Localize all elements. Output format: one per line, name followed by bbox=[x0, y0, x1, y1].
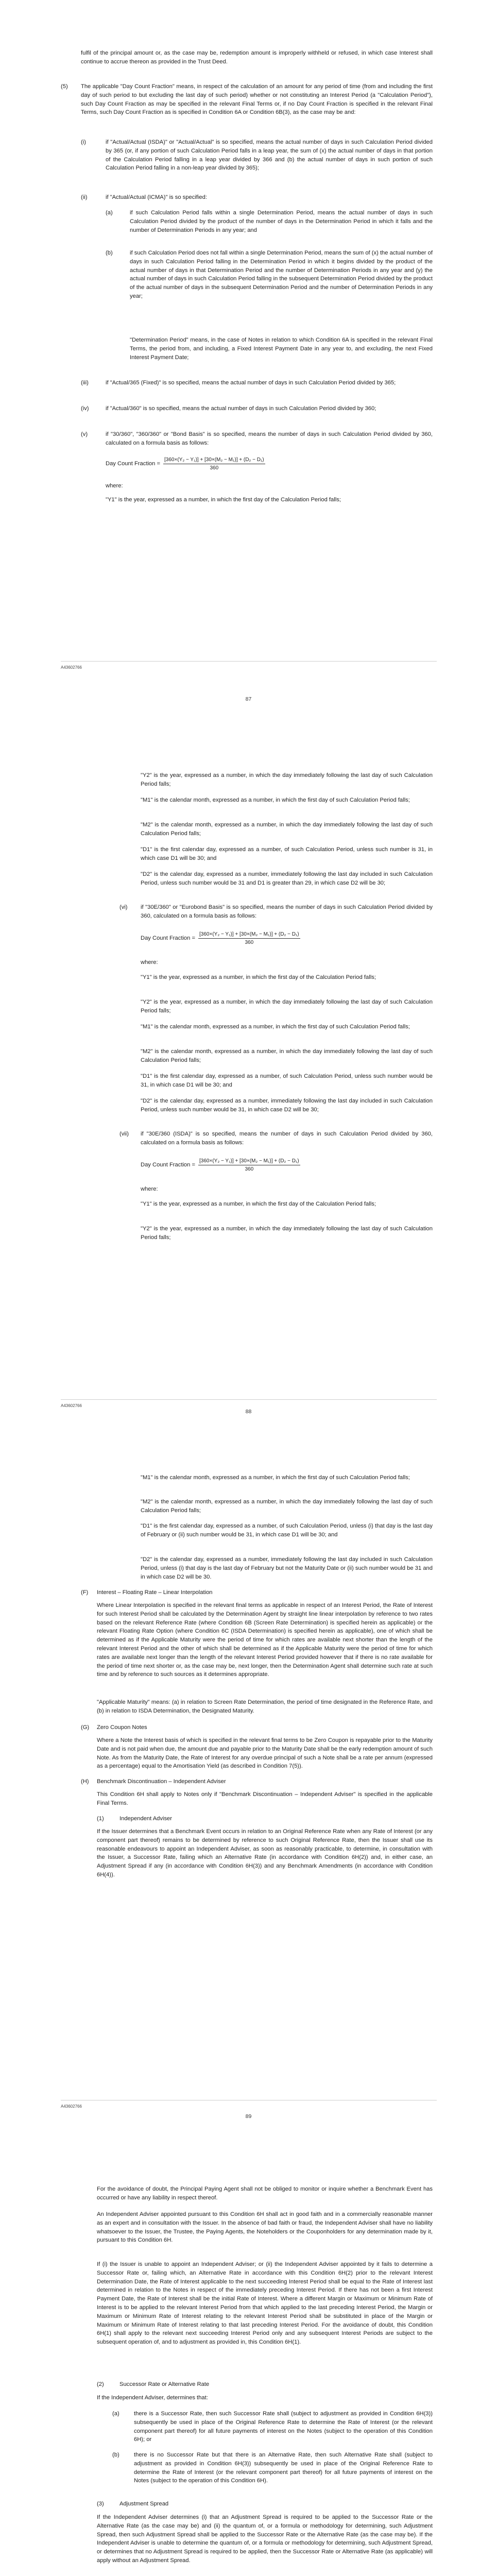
formula-denominator: 360 bbox=[245, 1166, 254, 1172]
section-heading: Successor Rate or Alternative Rate bbox=[119, 2381, 210, 2387]
paragraph: if "Actual/360" is so specified, means the actual number of days in such Calculation Period divided by 360; bbox=[106, 405, 376, 412]
clause-label: (b) bbox=[106, 250, 113, 256]
page-number: 88 bbox=[245, 1409, 252, 1415]
paragraph: Where a Note the Interest basis of which is specified in the relevant final terms to be Zero Coupon is repayable prior to the Maturity Date and is not paid when due, the amount due and payable prior to the Maturity Date shall be the early redemption amount of such Note. As from the Maturity Date, the Rate of Interest for any overdue principal of such a Note shall be a rate per annum (expressed as a percentage) equal to the Amortisation Yield (as described in Condition 7(5)). bbox=[97, 1737, 433, 1770]
clause-label: (a) bbox=[106, 210, 113, 216]
clause-label: (vi) bbox=[119, 904, 128, 910]
paragraph: "D2" is the calendar day, expressed as a number, immediately following the last day included in such Calculation Period, unless (i) that day is the last day of February but not the Maturity Date or (ii) such number would be 31 and in which case D2 will be 30. bbox=[141, 1556, 433, 1580]
formula bbox=[106, 456, 265, 472]
formula bbox=[141, 1157, 300, 1173]
paragraph: "Applicable Maturity" means: (a) in relation to Screen Rate Determination, the period of time designated in the Reference Rate, and (b) in relation to ISDA Determination, the Designated Maturity. bbox=[97, 1699, 433, 1714]
paragraph: If the Independent Adviser determines (i) that an Adjustment Spread is required to be applied to the Successor Rate or the Alternative Rate (as the case may be) and (ii) the quantum of, or a formula or methodology for determining, such Adjustment Spread, then such Adjustment Spread shall be applied to the Successor Rate or the Alternative Rate (as the case may be). If the Independent Adviser is unable to determine the quantum of, or a formula or methodology for determining, such Adjustment Spread, or determines that no Adjustment Spread is required to be applied, then the Successor Rate or Alternative Rate (as applicable) will apply without an Adjustment Spread. bbox=[97, 2514, 433, 2564]
clause-label: (iv) bbox=[81, 405, 89, 412]
formula-label: Day Count Fraction = bbox=[106, 461, 161, 467]
paragraph: "Y1" is the year, expressed as a number, in which the first day of the Calculation Period falls; bbox=[141, 974, 376, 980]
formula-label: Day Count Fraction = bbox=[141, 935, 196, 942]
paragraph: This Condition 6H shall apply to Notes only if "Benchmark Discontinuation – Independent Adviser" is specified in the applicable Final Terms. bbox=[97, 1791, 433, 1806]
clause-label: (3) bbox=[97, 2501, 104, 2507]
paragraph: "Y1" is the year, expressed as a number, in which the first day of the Calculation Period falls; bbox=[141, 1201, 376, 1207]
paragraph: where: bbox=[141, 959, 158, 965]
doc-reference: A43602766 bbox=[61, 1403, 82, 1408]
paragraph: if "30E/360 (ISDA)" is so specified, means the number of days in such Calculation Period divided by 360, calculated on a formula basis as follows: bbox=[141, 1131, 433, 1146]
formula-numerator: [360×(Y₂ − Y₁)] + [30×(M₂ − M₁)] + (D₂ − D₁) bbox=[198, 1157, 300, 1165]
clause-label: (F) bbox=[81, 1589, 89, 1596]
section-heading: Benchmark Discontinuation – Independent Adviser bbox=[97, 1778, 226, 1785]
paragraph: "D2" is the calendar day, expressed as a number, immediately following the last day included in such Calculation Period, unless such number would be 31 and D1 is greater than 29, in which case D2 will be 30; bbox=[141, 871, 433, 886]
paragraph: "D1" is the first calendar day, expressed as a number, of such Calculation Period, unless such number would be 31, in which case D1 will be 30; and bbox=[141, 1073, 433, 1088]
paragraph: Where Linear Interpolation is specified in the relevant final terms as applicable in respect of an Interest Period, the Rate of Interest for such Interest Period shall be calculated by the Determination Agent by straight line linear interpolation by reference to two rates based on the relevant Reference Rate (where Condition 6B (Screen Rate Determination) is specified herein as applicable) or the relevant Floating Rate Option (where Condition 6C (ISDA Determination) is specified herein as applicable), one of which shall be determined as if the Applicable Maturity were the period of time for which rates are available next shorter than the length of the relevant Interest Period and the other of which shall be determined as if the Applicable Maturity were the period of time for which rates are available next longer than the length of the relevant Interest Period provided however that if there is no rate available for the period of time next shorter or, as the case may be, next longer, then the Determination Agent shall determine such rate at such time and by reference to such sources as it determines appropriate. bbox=[97, 1602, 433, 1678]
formula-fraction bbox=[198, 930, 300, 946]
formula bbox=[141, 930, 300, 946]
clause-label: (vii) bbox=[119, 1131, 129, 1137]
paragraph: "Determination Period" means, in the case of Notes in relation to which Condition 6A is specified in the relevant Final Terms, the period from, and including, a Fixed Interest Payment Date in any year to, and excluding, the next Fixed Interest Payment Date; bbox=[130, 337, 433, 361]
formula-numerator: [360×(Y₂ − Y₁)] + [30×(M₂ − M₁)] + (D₂ − D₁) bbox=[163, 456, 265, 464]
page-number: 87 bbox=[245, 696, 252, 702]
paragraph: where: bbox=[106, 483, 123, 489]
doc-reference: A43602766 bbox=[61, 2104, 82, 2109]
paragraph: For the avoidance of doubt, the Principal Paying Agent shall not be obliged to monitor or inquire whether a Benchmark Event has occurred or have any liability in respect thereof. bbox=[97, 2186, 433, 2201]
clause-label: (1) bbox=[97, 1816, 104, 1822]
clause-label: (a) bbox=[112, 2411, 119, 2417]
formula-numerator: [360×(Y₂ − Y₁)] + [30×(M₂ − M₁)] + (D₂ − D₁) bbox=[198, 930, 300, 939]
paragraph: fulfil of the principal amount or, as the case may be, redemption amount is improperly withheld or refused, in which case Interest shall continue to accrue thereon as provided in the Trust Deed. bbox=[81, 50, 433, 65]
formula-fraction bbox=[163, 456, 265, 472]
paragraph: "M1" is the calendar month, expressed as a number, in which the first day of such Calculation Period falls; bbox=[141, 1024, 410, 1030]
clause-label: (5) bbox=[61, 83, 68, 90]
paragraph: "D1" is the first calendar day, expressed as a number, of such Calculation Period, unless (i) that day is the last day of February or (ii) such number would be 31, in which case D1 will be 30; and bbox=[141, 1523, 433, 1538]
paragraph: If the Independent Adviser, determines that: bbox=[97, 2395, 208, 2401]
paragraph: if "30E/360" or "Eurobond Basis" is so specified, means the number of days in such Calculation Period divided by 360, calculated on a formula basis as follows: bbox=[141, 904, 433, 919]
formula-label: Day Count Fraction = bbox=[141, 1162, 196, 1168]
paragraph: if "Actual/Actual (ISDA)" or "Actual/Actual" is so specified, means the actual number of days in such Calculation Period divided by 365 (or, if any portion of such Calculation Period falls in a leap year, the sum of (x) the actual number of days in that portion of the Calculation Period falling in a leap year divided by 366 and (b) the actual number of days in such portion of such Calculation Period falling in a non-leap year divided by 365); bbox=[106, 139, 433, 172]
page-separator bbox=[61, 1399, 437, 1400]
clause-label: (H) bbox=[81, 1778, 89, 1785]
section-heading: Interest – Floating Rate – Linear Interpolation bbox=[97, 1589, 213, 1596]
paragraph: if "Actual/365 (Fixed)" is so specified, means the actual number of days in such Calculation Period divided by 365; bbox=[106, 380, 396, 386]
paragraph: "Y2" is the year, expressed as a number, in which the day immediately following the last day of such Calculation Period falls; bbox=[141, 1226, 433, 1241]
paragraph: there is no Successor Rate but that there is an Alternative Rate, then such Alternative Rate shall (subject to adjustment as provided in Condition 6H(3)) subsequently be used in place of the Original Reference Rate to determine the Rate of Interest (or the relevant component part thereof) for all future payments of interest on the Notes (subject to the operation of this Condition 6H). bbox=[134, 2452, 433, 2484]
page-number: 89 bbox=[245, 2113, 252, 2120]
paragraph: "M2" is the calendar month, expressed as a number, in which the day immediately following the last day of such Calculation Period falls; bbox=[141, 1048, 433, 1063]
paragraph: An Independent Adviser appointed pursuant to this Condition 6H shall act in good faith and in a commercially reasonable manner as an expert and in consultation with the Issuer. In the absence of bad faith or fraud, the Independent Adviser shall have no liability whatsoever to the Issuer, the Trustee, the Paying Agents, the Noteholders or the Couponholders for any determination made by it, pursuant to this Condition 6H. bbox=[97, 2211, 433, 2244]
paragraph: if such Calculation Period does not fall within a single Determination Period, means the sum of (x) the actual number of days in such Calculation Period falling in the Determination Period in which it begins divided by the product of the actual number of days in that Determination Period and the number of Determination Periods in any year and (y) the actual number of days in such Calculation Period falling in the subsequent Determination Period divided by the product of the actual number of days in the subsequent Determination Period and the number of Determination Periods in any year; bbox=[130, 250, 433, 299]
doc-reference: A43602766 bbox=[61, 665, 82, 670]
section-heading: Zero Coupon Notes bbox=[97, 1724, 147, 1731]
paragraph: "Y2" is the year, expressed as a number, in which the day immediately following the last day of such Calculation Period falls; bbox=[141, 772, 433, 787]
paragraph: "Y2" is the year, expressed as a number, in which the day immediately following the last day of such Calculation Period falls; bbox=[141, 999, 433, 1014]
paragraph: if "30/360", "360/360" or "Bond Basis" is so specified, means the number of days in such Calculation Period divided by 360, calculated on a formula basis as follows: bbox=[106, 431, 433, 446]
paragraph: if "Actual/Actual (ICMA)" is so specified: bbox=[106, 194, 207, 200]
clause-label: (b) bbox=[112, 2452, 119, 2458]
paragraph: "M1" is the calendar month, expressed as a number, in which the first day of such Calculation Period falls; bbox=[141, 797, 410, 803]
paragraph: The applicable "Day Count Fraction" means, in respect of the calculation of an amount for any period of time (from and including the first day of such period to but excluding the last day of such period) whether or not constituting an Interest Period (a "Calculation Period"), such Day Count Fraction as may be specified in the relevant Final Terms or, if no Day Count Fraction is specified in the relevant Final Terms, such Day Count Fraction as is specified in Condition 6A or Condition 6B(3), as the case may be and: bbox=[81, 83, 433, 116]
paragraph: "Y1" is the year, expressed as a number, in which the first day of the Calculation Period falls; bbox=[106, 497, 341, 503]
paragraph: "D2" is the calendar day, expressed as a number, immediately following the last day included in such Calculation Period, unless such number would be 31, in which case D2 will be 30; bbox=[141, 1098, 433, 1113]
formula-denominator: 360 bbox=[245, 940, 254, 945]
section-heading: Adjustment Spread bbox=[119, 2501, 169, 2507]
paragraph: "D1" is the first calendar day, expressed as a number, of such Calculation Period, unless such number is 31, in which case D1 will be 30; and bbox=[141, 846, 433, 861]
paragraph: where: bbox=[141, 1186, 158, 1192]
clause-label: (v) bbox=[81, 431, 88, 437]
clause-label: (iii) bbox=[81, 380, 89, 386]
paragraph: "M2" is the calendar month, expressed as a number, in which the day immediately following the last day of such Calculation Period falls; bbox=[141, 822, 433, 837]
page-separator bbox=[61, 661, 437, 662]
paragraph: If (i) the Issuer is unable to appoint an Independent Adviser; or (ii) the Independent Adviser appointed by it fails to determine a Successor Rate or, failing which, an Alternative Rate in accordance with this Condition 6H(2) prior to the relevant Interest Determination Date, the Rate of Interest applicable to the next succeeding Interest Period shall be equal to the Rate of Interest last determined in relation to the Notes in respect of the immediately preceding Interest Period. If there has not been a first Interest Payment Date, the Rate of Interest shall be the initial Rate of Interest. Where a different Margin or Maximum or Minimum Rate of Interest is to be applied to the relevant Interest Period from that which applied to the last preceding Interest Period, the Margin or Maximum or Minimum Rate of Interest relating to the relevant Interest Period shall be substituted in place of the Margin or Maximum or Minimum Rate of Interest relating to that last preceding Interest Period. For the avoidance of doubt, this Condition 6H(1) shall apply to the relevant next succeeding Interest Period only and any subsequent Interest Periods are subject to the subsequent operation of, and to adjustment as provided in, this Condition 6H(1). bbox=[97, 2261, 433, 2346]
clause-label: (2) bbox=[97, 2381, 104, 2387]
clause-label: (i) bbox=[81, 139, 86, 145]
paragraph: there is a Successor Rate, then such Successor Rate shall (subject to adjustment as provided in Condition 6H(3)) subsequently be used in place of the Original Reference Rate to determine the Rate of Interest (or the relevant component part thereof) for all future payments of interest on the Notes (subject to the operation of this Condition 6H); or bbox=[134, 2411, 433, 2443]
clause-label: (ii) bbox=[81, 194, 88, 200]
clause-label: (G) bbox=[81, 1724, 90, 1731]
paragraph: if such Calculation Period falls within a single Determination Period, means the actual number of days in such Calculation Period divided by the product of the number of days in the Determination Period in which it falls and the number of Determination Periods in any year; and bbox=[130, 210, 433, 233]
paragraph: "M1" is the calendar month, expressed as a number, in which the first day of such Calculation Period falls; bbox=[141, 1475, 410, 1481]
paragraph: If the Issuer determines that a Benchmark Event occurs in relation to an Original Reference Rate when any Rate of Interest (or any component part thereof) remains to be determined by reference to such Original Reference Rate, then the Issuer shall use its reasonable endeavours to appoint an Independent Adviser, as soon as reasonably practicable, to determine, in consultation with the Issuer, a Successor Rate, failing which an Alternative Rate (in accordance with Condition 6H(2)) and, in either case, an Adjustment Spread if any (in accordance with Condition 6H(3)) and any Benchmark Amendments (in accordance with Condition 6H(4)). bbox=[97, 1828, 433, 1878]
formula-fraction bbox=[198, 1157, 300, 1173]
formula-denominator: 360 bbox=[210, 465, 219, 471]
section-heading: Independent Adviser bbox=[119, 1816, 173, 1822]
paragraph: "M2" is the calendar month, expressed as a number, in which the day immediately following the last day of such Calculation Period falls; bbox=[141, 1499, 433, 1514]
